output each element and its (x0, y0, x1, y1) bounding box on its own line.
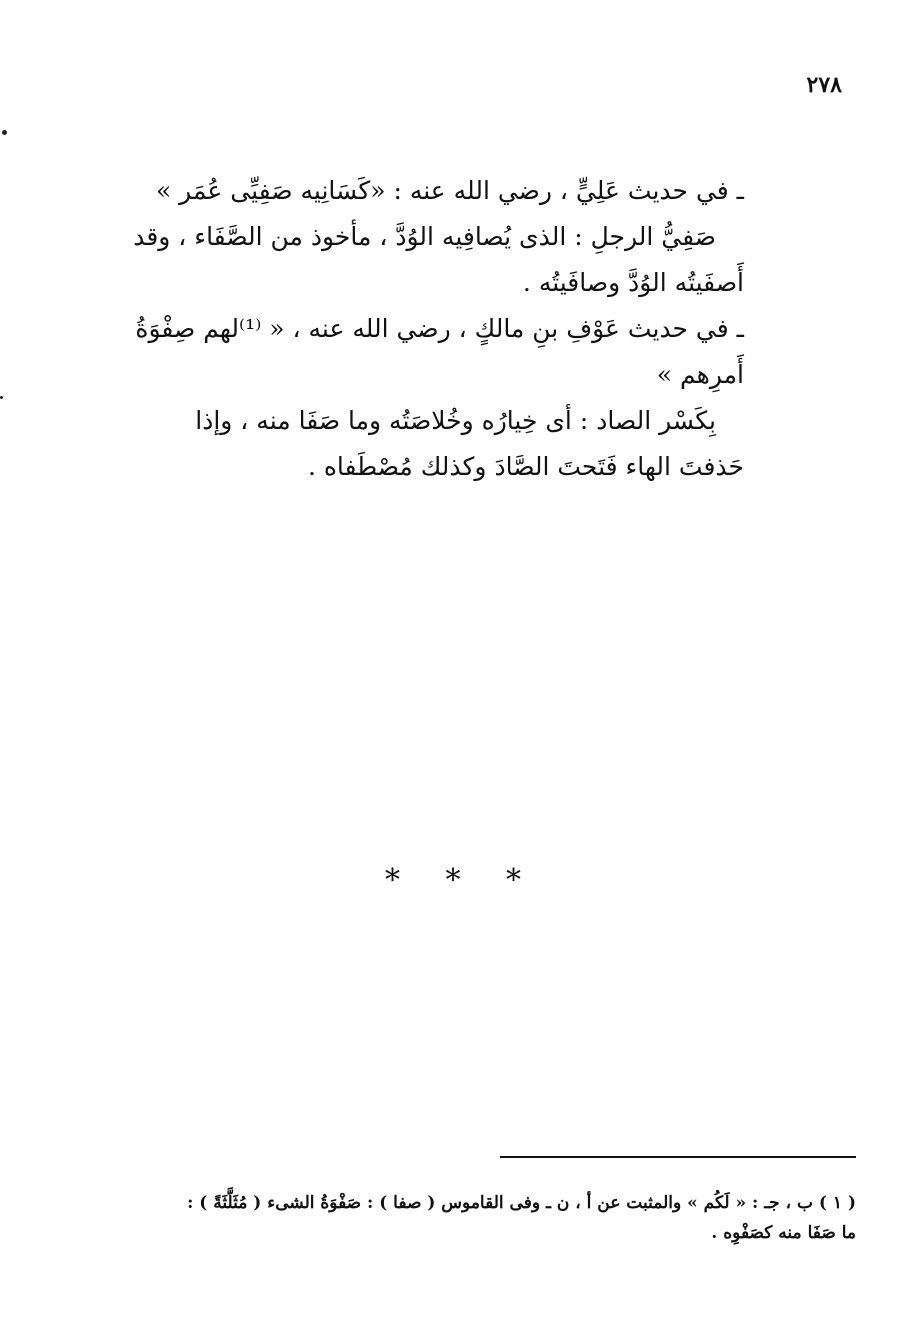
entry-2-hadith-line-1: ـ في حديث عَوْفِ بنِ مالكٍ ، رضي الله عنه ، « ⁽¹⁾لهم صِفْوَةُ (135, 314, 744, 343)
entry-2-hadith-line-2: أَمرِهم » (656, 360, 744, 389)
footnote (96, 1188, 856, 1248)
entry-1-gloss-line-1: صَفِيُّ الرجلِ : الذى يُصافِيه الوُدَّ ، مأخوذ من الصَّفَاء ، وقد (133, 222, 716, 251)
footnote-line-2: ما صَفَا منه كصَفْوِه . (711, 1223, 856, 1243)
scan-speck (0, 396, 3, 399)
section-separator: * * * (384, 863, 540, 898)
page-number: ٢٧٨ (806, 72, 842, 98)
footnote-line-1: ( ١ ) ب ، جـ : « لَكُم » والمثبت عن أ ، ن ـ وفى القاموس ( صفا ) : صَفْوَةُ الشىء ( مُثَلَّثَةً ) : (187, 1193, 856, 1213)
main-text (94, 168, 744, 490)
entry-1-hadith-line-1: ـ في حديث عَلِيٍّ ، رضي الله عنه : «كَسَانِيه صَفِيِّى عُمَر » (155, 176, 744, 205)
entry-2-gloss-line-2: حَذفتَ الهاء فَتَحتَ الصَّادَ وكذلك مُصْطَفاه . (307, 452, 744, 481)
scan-speck (2, 130, 7, 135)
entry-2-gloss-line-1: بِكَسْر الصاد : أى خِيارُه وخُلاصَتُه وما صَفَا منه ، وإذا (195, 406, 716, 435)
footnote-rule (500, 1156, 856, 1158)
entry-1-gloss-line-2: أَصفَيتُه الوُدَّ وصافَيتُه . (522, 268, 744, 297)
